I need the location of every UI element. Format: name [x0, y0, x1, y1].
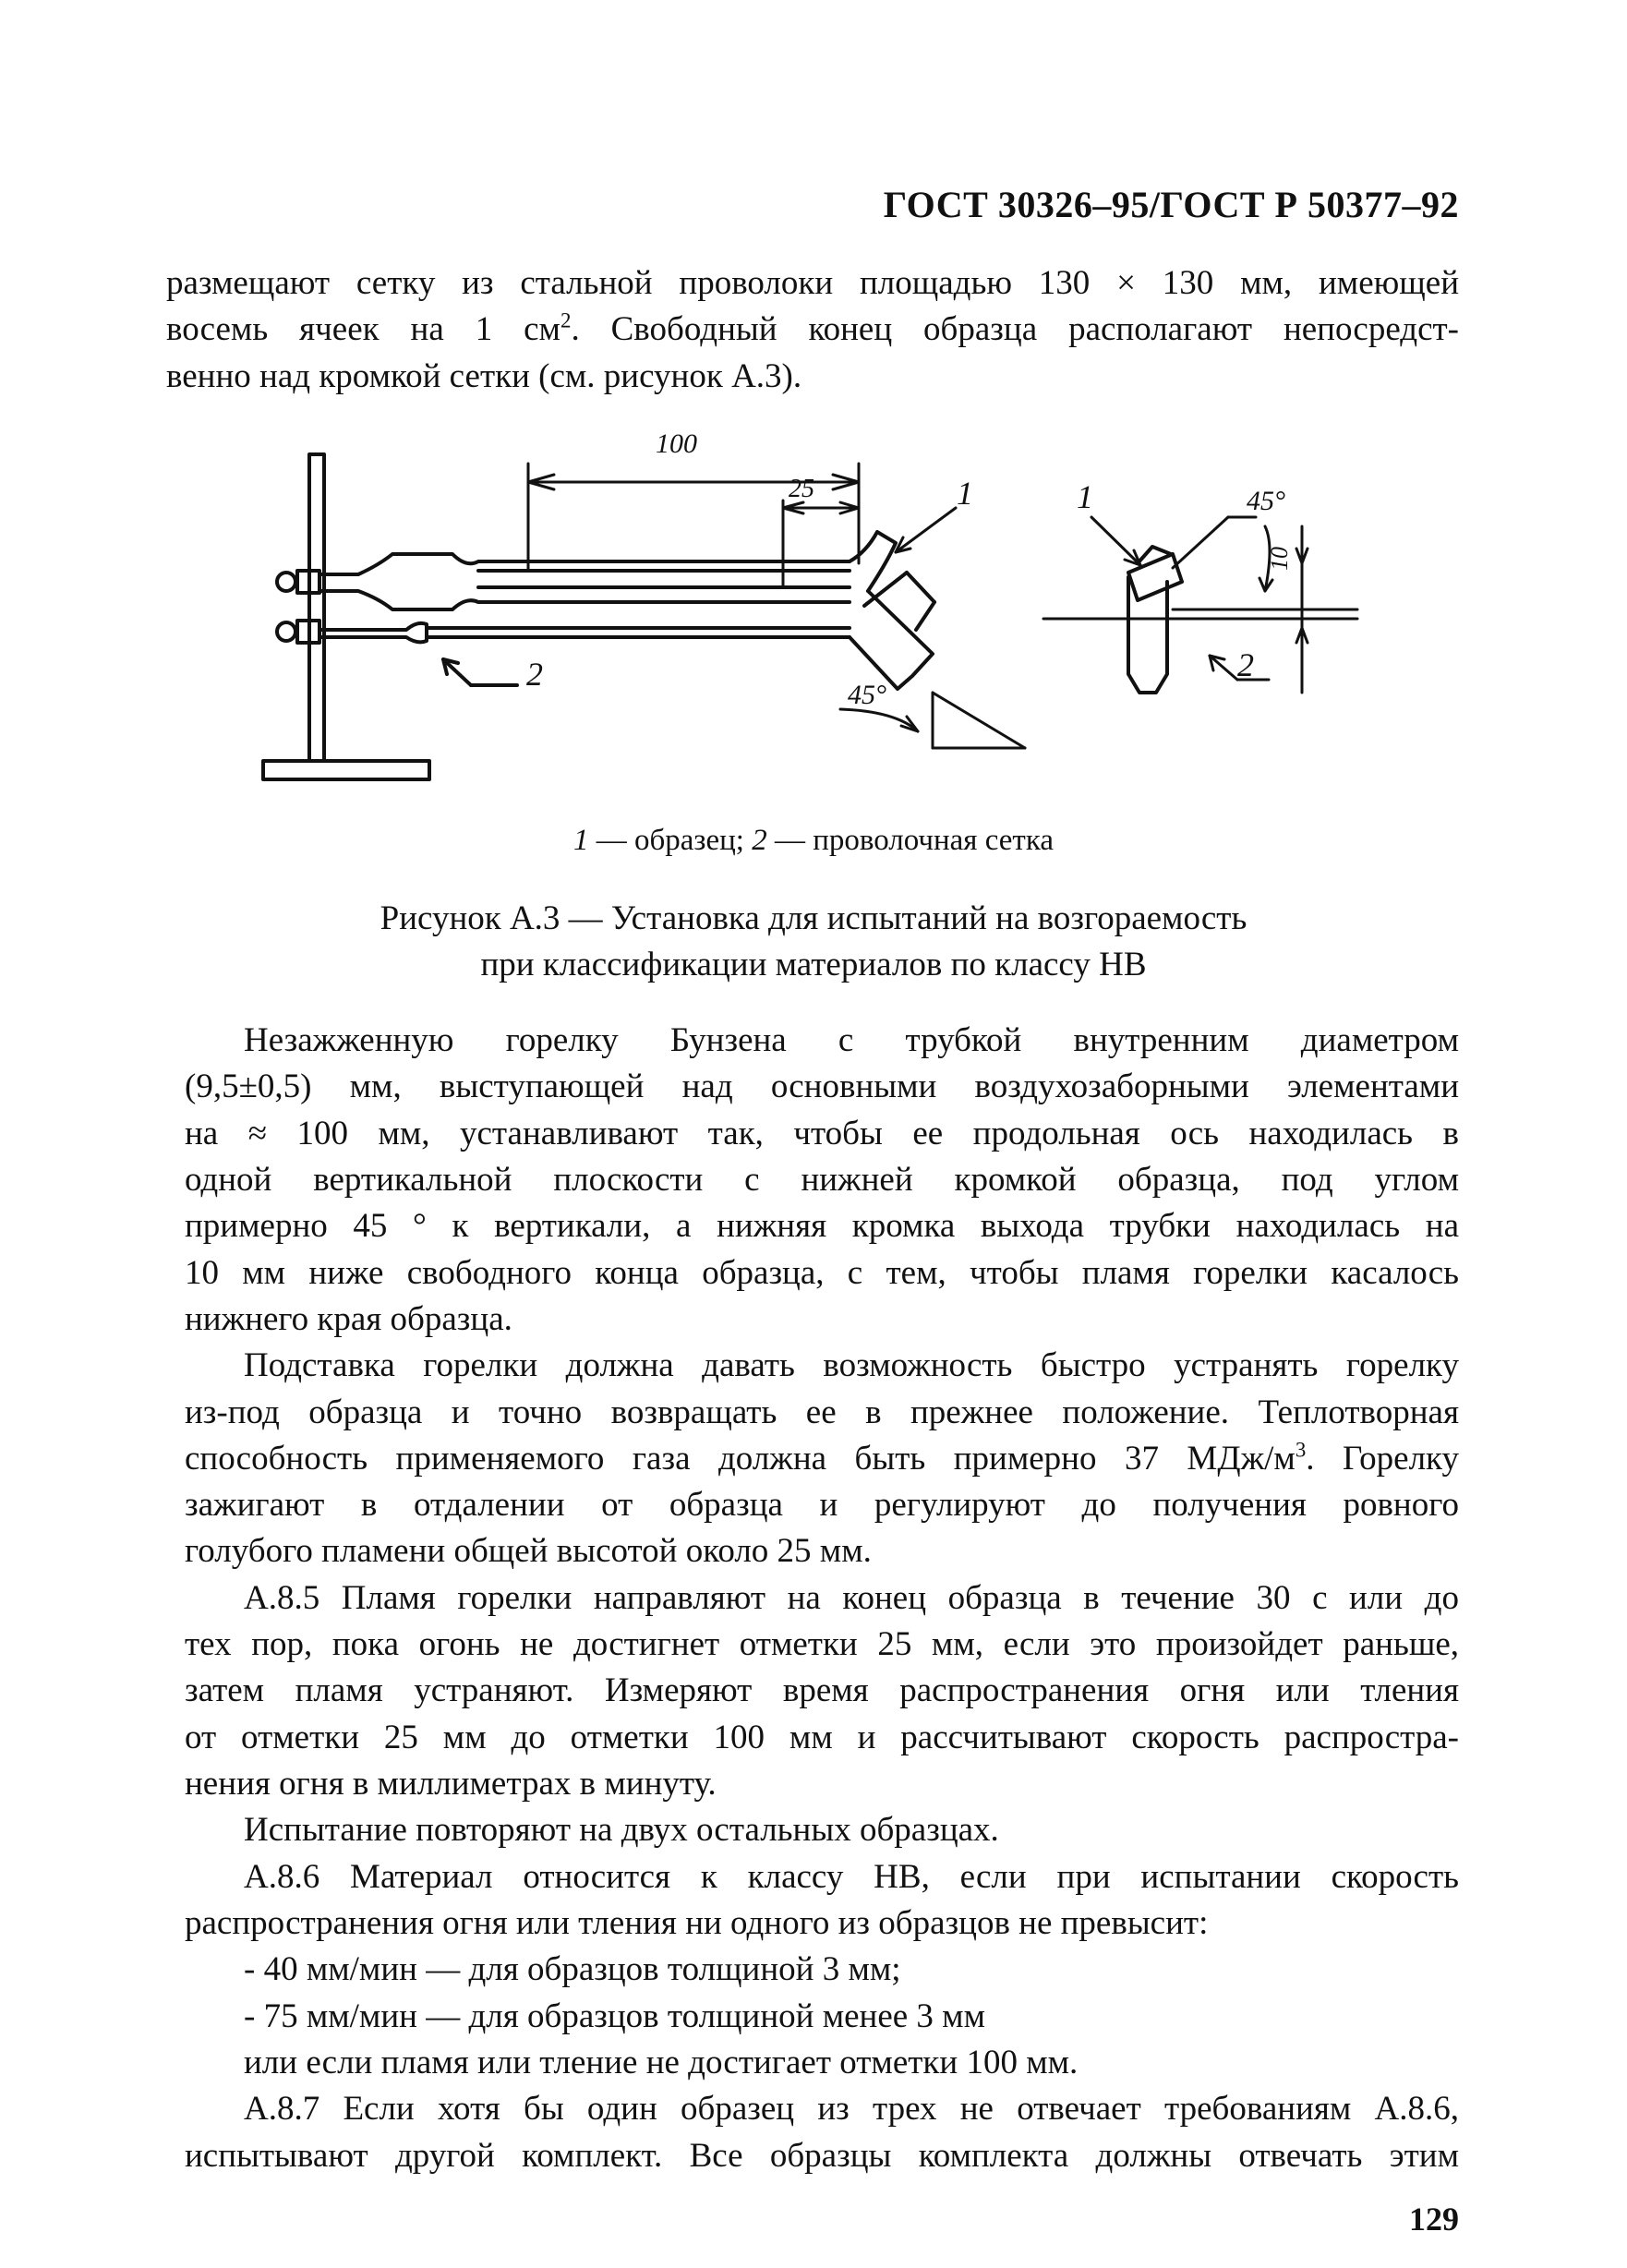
legend-text-1: — образец;	[588, 824, 753, 857]
list-item-75: - 75 мм/мин — для образцов толщиной менее 3 мм	[244, 1997, 985, 2035]
dim-10-label: 10	[1266, 547, 1293, 571]
stand	[263, 454, 429, 779]
p1-line: одной вертикальной плоскости с нижней кромкой образца, под углом	[185, 1160, 1459, 1199]
caption-line-1: Рисунок А.3 — Установка для испытаний на возгораемость	[380, 899, 1247, 937]
label-1-left: 1	[957, 475, 973, 512]
intro-line-2	[166, 307, 1459, 353]
caption-line-2: при классификации материалов по классу HB	[480, 946, 1147, 984]
p2-line: Подставка горелки должна давать возможность быстро устранять горелку	[244, 1346, 1459, 1385]
label-2-right: 2	[1237, 646, 1254, 683]
list-item-40: - 40 мм/мин — для образцов толщиной 3 мм;	[244, 1950, 901, 1989]
p2-line: из-под образца и точно возвращать ее в прежнее положение. Теплотворная	[185, 1393, 1459, 1431]
p7-line: испытывают другой комплект. Все образцы комплекта должны отвечать этим	[185, 2136, 1459, 2175]
page-number: 129	[1409, 2201, 1459, 2238]
p2-line: зажигают в отдалении от образца и регулируют до получения ровного	[185, 1486, 1459, 1525]
figure-legend	[0, 824, 1627, 858]
p2-line: голубого пламени общей высотой около 25 мм.	[185, 1532, 872, 1571]
p2-line	[185, 1436, 1459, 1482]
p1-line: (9,5±0,5) мм, выступающей над основными воздухозаборными элементами	[185, 1068, 1459, 1106]
wire-mesh-left	[319, 623, 850, 685]
body-text	[185, 1018, 1459, 2179]
p5-line: А.8.6 Материал относится к классу HB, если при испытании скорость	[244, 1857, 1459, 1896]
p6-line: или если пламя или тление не достигает отметки 100 мм.	[244, 2043, 1079, 2081]
p1-line: примерно 45 ° к вертикали, а нижняя кромка выхода трубки находилась на	[185, 1207, 1459, 1246]
intro-paragraph	[166, 260, 1459, 400]
p1-line: Незажженную горелку Бунзена с трубкой внутренним диаметром	[244, 1021, 1459, 1059]
p7-line: А.8.7 Если хотя бы один образец из трех не отвечает требованиям А.8.6,	[244, 2090, 1459, 2129]
intro-line-2b: . Свободный конец образца располагают непосредст-	[571, 310, 1460, 349]
intro-sup: 2	[560, 308, 572, 332]
label-2-left: 2	[526, 656, 543, 693]
intro-line-3: венно над кромкой сетки (см. рисунок А.3).	[166, 356, 802, 395]
p3-line: затем пламя устраняют. Измеряют время распространения огня или тления	[185, 1671, 1459, 1710]
p5-line: распространения огня или тления ни одного из образцов не превысит:	[185, 1903, 1209, 1942]
p2-line-3b: . Горелку	[1306, 1439, 1459, 1478]
angle-bottom-label: 45°	[848, 680, 886, 710]
legend-num-1: 1	[572, 824, 589, 857]
dim-25-label: 25	[789, 475, 814, 503]
label-1-right: 1	[1077, 478, 1093, 515]
p2-line-3a: способность применяемого газа должна быть примерно 37 МДж/м	[185, 1439, 1296, 1478]
figure-a3-drawing	[249, 416, 1394, 840]
p1-line: 10 мм ниже свободного конца образца, с тем, чтобы пламя горелки касалось	[185, 1253, 1459, 1292]
document-header: ГОСТ 30326–95/ГОСТ Р 50377–92	[883, 184, 1459, 225]
p3-line: от отметки 25 мм до отметки 100 мм и рассчитывают скорость распростра-	[185, 1718, 1459, 1756]
p1-line: нижнего края образца.	[185, 1299, 512, 1338]
p2-sup: 3	[1295, 1438, 1307, 1462]
dimension-25	[783, 501, 859, 587]
p3-line: тех пор, пока огонь не достигнет отметки 25 мм, если это произойдет раньше,	[185, 1625, 1459, 1664]
dim-100-label: 100	[656, 428, 697, 459]
legend-num-2: 2	[752, 824, 767, 857]
p3-line: А.8.5 Пламя горелки направляют на конец образца в течение 30 с или до	[244, 1578, 1459, 1617]
p1-line: на ≈ 100 мм, устанавливают так, чтобы ее продольная ось находилась в	[185, 1114, 1459, 1152]
figure-caption	[0, 896, 1627, 989]
detail-right	[1043, 517, 1357, 693]
intro-line-2a: восемь ячеек на 1 см	[166, 310, 560, 349]
p4-line: Испытание повторяют на двух остальных образцах.	[244, 1811, 999, 1850]
p3-line: нения огня в миллиметрах в минуту.	[185, 1765, 717, 1803]
specimen-assembly	[319, 532, 934, 689]
legend-text-2: — проволочная сетка	[766, 824, 1055, 857]
intro-line-1: размещают сетку из стальной проволоки площадью 130 × 130 мм, имеющей	[166, 264, 1459, 302]
angle-top-label: 45°	[1247, 486, 1285, 516]
